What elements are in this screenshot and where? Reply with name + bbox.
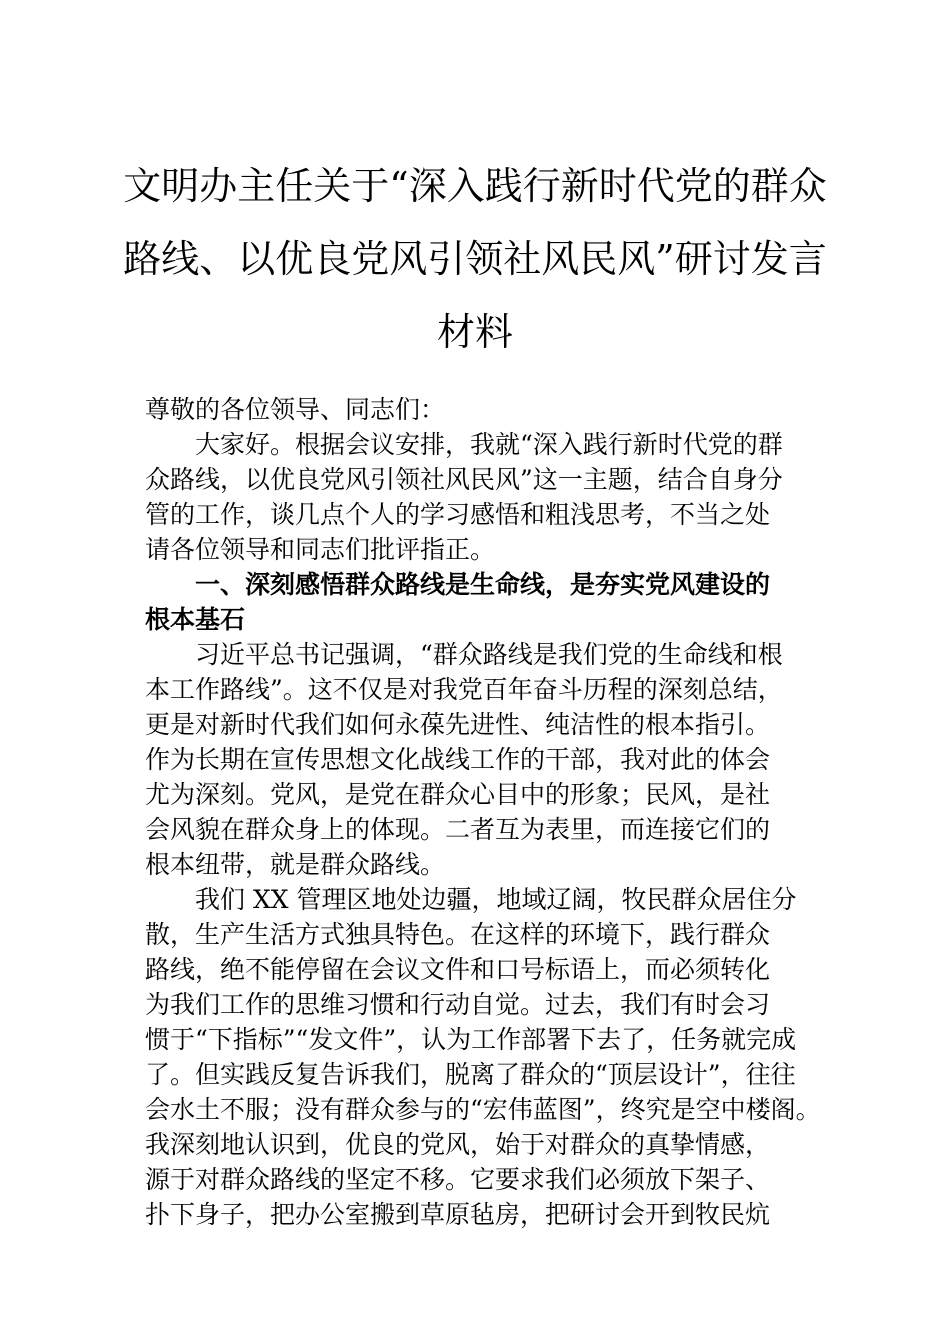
title-line: 文明办主任关于“深入践行新时代党的群众	[123, 164, 827, 208]
paragraph-line: 扑下身子，把办公室搬到草原毡房，把研讨会开到牧民炕	[145, 1200, 771, 1229]
paragraph-line: 会水土不服；没有群众参与的“宏伟蓝图”，终究是空中楼阁。	[145, 1095, 821, 1124]
paragraph-line: 习近平总书记强调，“群众路线是我们党的生命线和根	[195, 640, 783, 669]
section-heading	[145, 567, 835, 637]
paragraph-line: 源于对群众路线的坚定不移。它要求我们必须放下架子、	[145, 1165, 771, 1194]
paragraph-line: 根本纽带，就是群众路线。	[145, 850, 446, 879]
greeting: 尊敬的各位领导、同志们：	[145, 395, 446, 424]
paragraph-line: 了。但实践反复告诉我们，脱离了群众的“顶层设计”，往往	[145, 1060, 796, 1089]
paragraph-line: 请各位领导和同志们批评指正。	[145, 535, 496, 564]
paragraph-line: 散，生产生活方式独具特色。在这样的环境下，践行群众	[145, 920, 771, 949]
paragraph-line: 会风貌在群众身上的体现。二者互为表里，而连接它们的	[145, 815, 771, 844]
document-title	[120, 150, 830, 369]
paragraph-intro	[145, 427, 835, 567]
section-heading-line: 根本基石	[145, 605, 246, 634]
paragraph-mass-line	[145, 637, 835, 882]
paragraph-line: 路线，绝不能停留在会议文件和口号标语上，而必须转化	[145, 955, 771, 984]
paragraph-line: 尤为深刻。党风，是党在群众心目中的形象；民风，是社	[145, 780, 771, 809]
paragraph-practice	[145, 882, 835, 1232]
title-line: 材料	[436, 310, 513, 354]
paragraph-line: 大家好。根据会议安排，我就“深入践行新时代党的群	[195, 430, 783, 459]
paragraph-line: 我深刻地认识到，优良的党风，始于对群众的真挚情感，	[145, 1130, 771, 1159]
paragraph-line: 为我们工作的思维习惯和行动自觉。过去，我们有时会习	[145, 990, 771, 1019]
paragraph-line: 作为长期在宣传思想文化战线工作的干部，我对此的体会	[145, 745, 771, 774]
section-heading-line: 一、深刻感悟群众路线是生命线，是夯实党风建设的	[195, 570, 771, 599]
paragraph-line: 更是对新时代我们如何永葆先进性、纯洁性的根本指引。	[145, 710, 771, 739]
paragraph-line: 众路线，以优良党风引领社风民风”这一主题，结合自身分	[145, 465, 783, 494]
paragraph-line: 我们 XX 管理区地处边疆，地域辽阔，牧民群众居住分	[195, 885, 797, 914]
paragraph-line: 管的工作，谈几点个人的学习感悟和粗浅思考，不当之处	[145, 500, 771, 529]
paragraph-line: 惯于“下指标”“发文件”，认为工作部署下去了，任务就完成	[145, 1025, 797, 1054]
paragraph-line: 本工作路线”。这不仅是对我党百年奋斗历程的深刻总结，	[145, 675, 783, 704]
document-body	[145, 392, 835, 1232]
title-line: 路线、以优良党风引领社风民风”研讨发言	[123, 237, 827, 281]
